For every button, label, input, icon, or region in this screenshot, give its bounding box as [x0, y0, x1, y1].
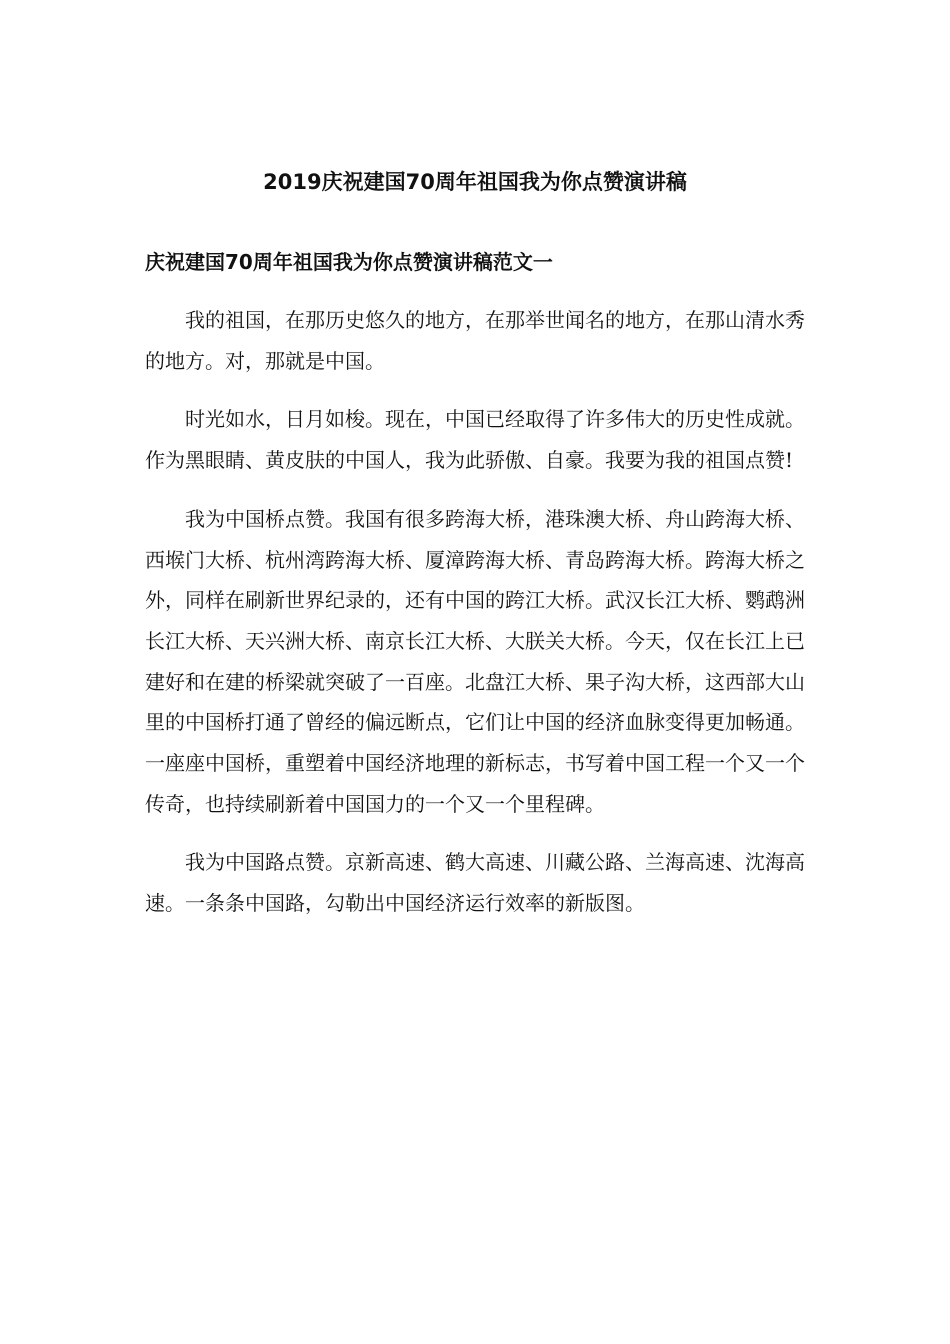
paragraph-bridges: 我为中国桥点赞。我国有很多跨海大桥，港珠澳大桥、舟山跨海大桥、西堠门大桥、杭州湾跨海大桥、厦漳跨海大桥、青岛跨海大桥。跨海大桥之外，同样在刷新世界纪录的，还有中国的跨江大桥。武汉长江大桥、鹦鹉洲长江大桥、天兴洲大桥、南京长江大桥、大朕关大桥。今天，仅在长江上已建好和在建的桥梁就突破了一百座。北盘江大桥、果子沟大桥，这西部大山里的中国桥打通了曾经的偏远断点，它们让中国的经济血脉变得更加畅通。一座座中国桥，重塑着中国经济地理的新标志，书写着中国工程一个又一个传奇，也持续刷新着中国国力的一个又一个里程碑。	[145, 506, 805, 816]
paragraph-roads: 我为中国路点赞。京新高速、鹤大高速、川藏公路、兰海高速、沈海高速。一条条中国路，勾勒出中国经济运行效率的新版图。	[145, 850, 805, 916]
paragraph-achievements: 时光如水，日月如梭。现在，中国已经取得了许多伟大的历史性成就。作为黑眼睛、黄皮肤的中国人，我为此骄傲、自豪。我要为我的祖国点赞!	[145, 407, 805, 473]
section-heading: 庆祝建国70周年祖国我为你点赞演讲稿范文一	[145, 250, 553, 274]
document-body	[145, 300, 805, 942]
paragraph-intro: 我的祖国，在那历史悠久的地方，在那举世闻名的地方，在那山清水秀的地方。对，那就是中国。	[145, 308, 805, 373]
document-title: 2019庆祝建国70周年祖国我为你点赞演讲稿	[263, 170, 687, 194]
